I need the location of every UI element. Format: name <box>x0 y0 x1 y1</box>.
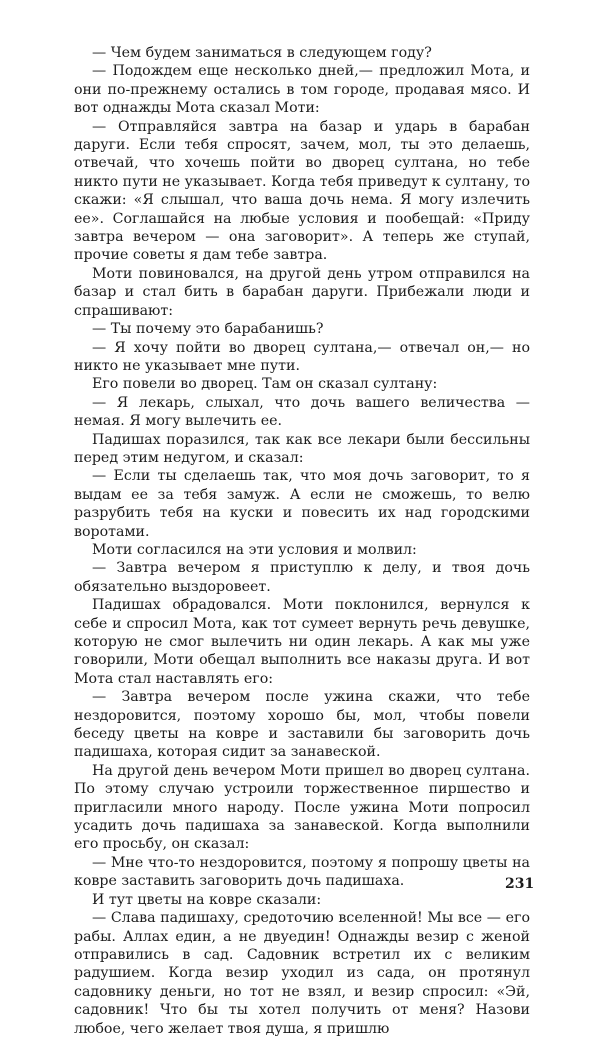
paragraph-13: Падишах обрадовался. Моти поклонился, вернулся к себе и спросил Мота, как тот сумеет вернуть речь девушке, которую не смог вылечить ни один лекарь. А как мы уже говорили, Моти обещал выполнить все наказы друга. И вот Мота стал наставлять его: <box>74 597 530 687</box>
paragraph-1: — Чем будем заниматься в следующем году? <box>92 45 432 61</box>
paragraph-5: — Ты почему это барабанишь? <box>92 321 324 338</box>
paragraph-6: — Я хочу пойти во дворец султана,— отвечал он,— но никто не указывает мне пути. <box>74 339 530 374</box>
paragraph-16: — Мне что-то нездоровится, поэтому я попрошу цветы на ковре заставить заговорить дочь падишаха. <box>74 854 530 890</box>
paragraph-4: Моти повиновался, на другой день утром отправился на базар и стал бить в барабан даруги. Прибежали люди и спрашивают: <box>74 265 530 319</box>
paragraph-15: На другой день вечером Моти пришел во дворец султана. По этому случаю устроили торжественное пиршество и пригласили много народу. После ужина Моти попросил усадить дочь падишаха за занавеской. Когда выполнили его просьбу, он сказал: <box>74 762 530 853</box>
paragraph-8: — Я лекарь, слыхал, что дочь вашего величества — немая. Я могу вылечить ее. <box>74 394 530 430</box>
paragraph-3: — Отправляйся завтра на базар и ударь в барабан даруги. Если тебя спросят, зачем, мол, ты это делаешь, отвечай, что хочешь пойти во дворец султана, но тебе никто пути не указывает. Когда тебя приведут к султану, то скажи: «Я слышал, что ваша дочь нема. Я могу излечить ее». Соглашайся на любые условия и пообещай: «Приду завтра вечером — она заговорит». А теперь же ступай, прочие советы я дам тебе завтра. <box>74 118 531 264</box>
page-number: 231 <box>505 876 535 892</box>
paragraph-7: Его повели во дворец. Там он сказал султану: <box>92 376 438 393</box>
paragraph-10: — Если ты сделаешь так, что моя дочь заговорит, то я выдам ее за тебя замуж. А если не сможешь, то велю разрубить тебя на куски и повесить их над городскими воротами. <box>74 468 530 540</box>
paragraph-12: — Завтра вечером я приступлю к делу, и твоя дочь обязательно выздоровеет. <box>74 560 530 595</box>
paragraph-18: — Слава падишаху, средоточию вселенной! Мы все — его рабы. Аллах един, а не двуедин! Однажды везир с женой отправились в сад. Садовник встретил их с великим радушием. Когда везир уходил из сада, он протянул садовнику деньги, но тот не взял, и везир спросил: «Эй, садовник! Что бы ты хотел получить от меня? Назови любое, чего желает твоя душа, я пришлю <box>74 910 530 1037</box>
paragraph-2: — Подождем еще несколько дней,— предложил Мота, и они по-прежнему остались в том городе, продавая мясо. И вот однажды Мота сказал Моти: <box>74 63 530 117</box>
paragraph-17: И тут цветы на ковре сказали: <box>92 891 322 908</box>
page-text <box>74 44 530 1038</box>
paragraph-14: — Завтра вечером после ужина скажи, что тебе нездоровится, поэтому хорошо бы, мол, чтобы повели беседу цветы на ковре и заставили бы заговорить дочь падишаха, которая сидит за занавеской. <box>74 689 530 761</box>
paragraph-11: Моти согласился на эти условия и молвил: <box>92 541 417 558</box>
paragraph-9: Падишах поразился, так как все лекари были бессильны перед этим недугом, и сказал: <box>74 431 530 466</box>
